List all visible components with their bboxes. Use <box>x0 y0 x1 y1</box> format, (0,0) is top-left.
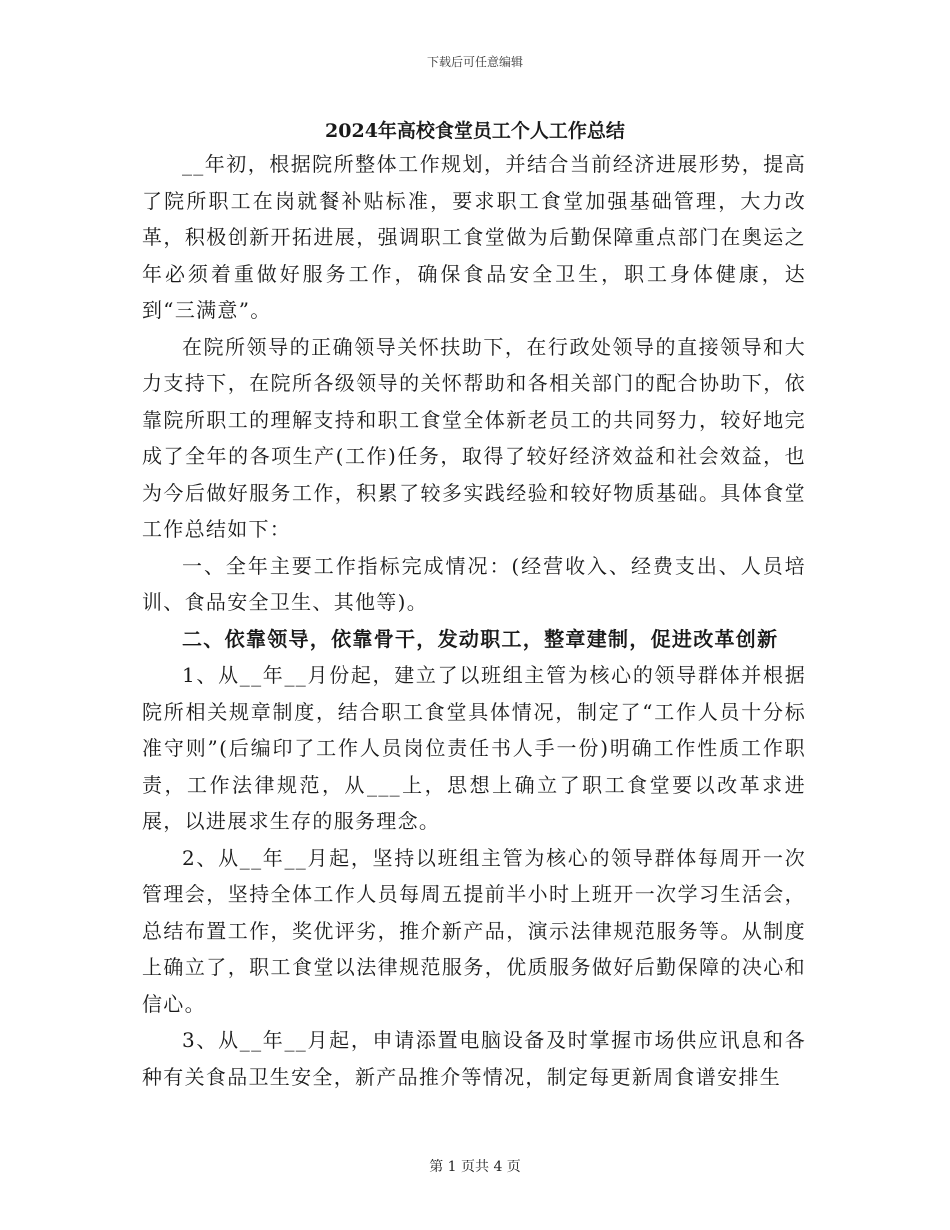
document-title: 2024年高校食堂员工个人工作总结 <box>325 120 625 142</box>
section-heading-two: 二、依靠领导，依靠骨干，发动职工，整章建制，促进改革创新 <box>182 626 779 651</box>
page-header: 下载后可任意编辑 <box>426 55 523 69</box>
paragraph-support: 在院所领导的正确领导关怀扶助下，在行政处领导的直接领导和大力支持下，在院所各级领导的关怀帮助和各相关部门的配合协助下，依靠院所职工的理解支持和职工食堂全体新老员工的共同努力，较好地完成了全年的各项生产(工作)任务，取得了较好经济效益和社会效益，也为今后做好服务工作，积累了较多实践经验和较好物质基础。具体食堂工作总结如下： <box>142 334 806 541</box>
paragraph-item-1: 1、从__年__月份起，建立了以班组主管为核心的领导群体并根据院所相关规章制度，结合职工食堂具体情况，制定了“工作人员十分标准守则”(后编印了工作人员岗位责任书人手一份)明确工作性质工作职责，工作法律规范，从___上，思想上确立了职工食堂要以改革求进展，以进展求生存的服务理念。 <box>142 663 806 833</box>
paragraph-item-2: 2、从__年__月起，坚持以班组主管为核心的领导群体每周开一次管理会，坚持全体工作人员每周五提前半小时上班开一次学习生活会，总结布置工作，奖优评劣，推介新产品，演示法律规范服务等。从制度上确立了，职工食堂以法律规范服务，优质服务做好后勤保障的决心和信心。 <box>142 845 806 1016</box>
page-footer: 第 1 页共 4 页 <box>429 1159 521 1175</box>
paragraph-section-one: 一、全年主要工作指标完成情况：(经营收入、经费支出、人员培训、食品安全卫生、其他等)。 <box>142 553 806 614</box>
paragraph-intro: __年初，根据院所整体工作规划，并结合当前经济进展形势，提高了院所职工在岗就餐补贴标准，要求职工食堂加强基础管理，大力改革，积极创新开拓进展，强调职工食堂做为后勤保障重点部门在奥运之年必须着重做好服务工作，确保食品安全卫生，职工身体健康，达到“三满意”。 <box>142 152 806 322</box>
paragraph-item-3: 3、从__年__月起，申请添置电脑设备及时掌握市场供应讯息和各种有关食品卫生安全，新产品推介等情况，制定每更新周食谱安排生 <box>142 1028 806 1089</box>
document-body <box>142 146 806 1095</box>
